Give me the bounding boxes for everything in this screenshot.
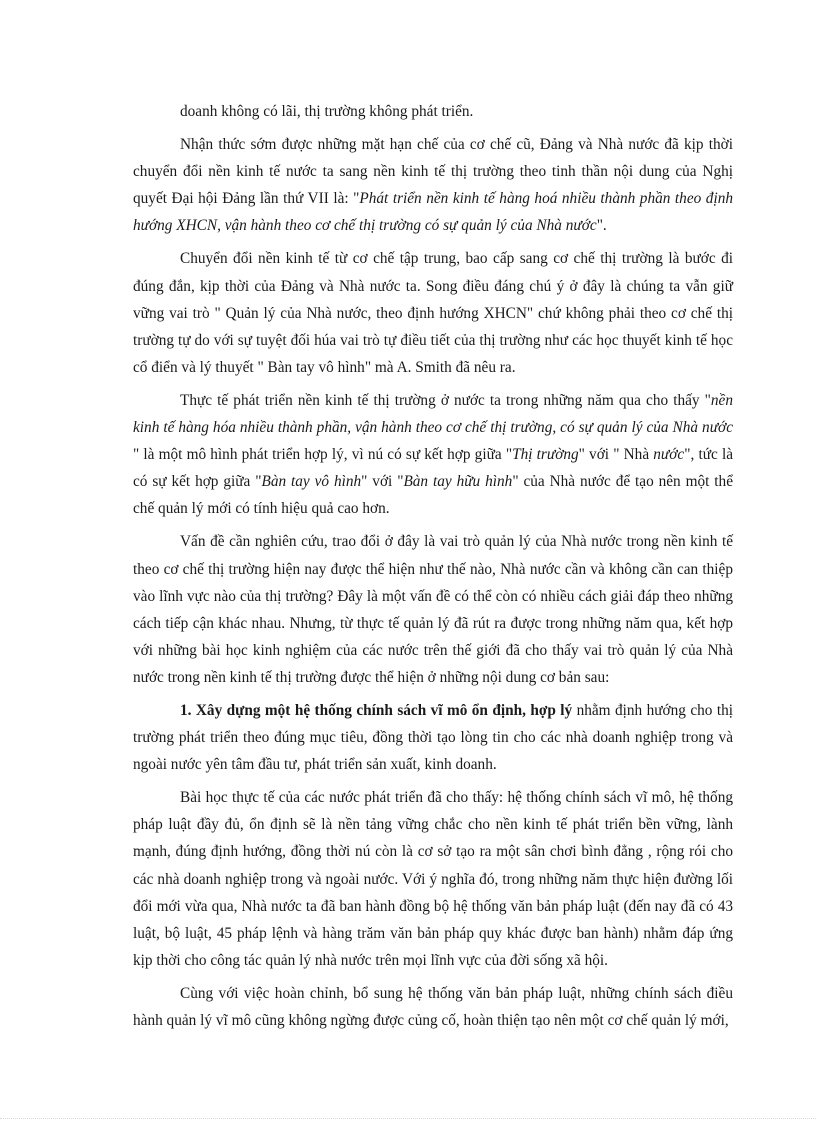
paragraph-text: " là một mô hình phát triển hợp lý, vì nú có sự kết hợp giữa ": [133, 446, 513, 464]
paragraph-text: doanh không có lãi, thị trường không phát triển.: [180, 103, 474, 120]
paragraph-text: Cùng với việc hoàn chỉnh, bổ sung hệ thống văn bản pháp luật, những chính sách điều hành quản lý vĩ mô cũng không ngừng được củng cố, hoàn thiện tạo nên một cơ chế quản lý mới,: [133, 984, 733, 1029]
paragraph-text: Vấn đề cần nghiên cứu, trao đổi ở đây là vai trò quản lý của Nhà nước trong nền kinh tế theo cơ chế thị trường hiện nay được thể hiện như thế nào, Nhà nước cần và không cần can thiệp vào lĩnh vực nào của thị trường? Đây là một vấn đề có thể còn có nhiều cách giải đáp theo những cách tiếp cận khác nhau. Nhưng, từ thực tế quản lý đã rút ra được trong những năm qua, kết hợp với những bài học kinh nghiệm của các nước trên thế giới đã cho thấy vai trò quản lý của Nhà nước trong nền kinh tế thị trường được thể hiện ở những nội dung cơ bản sau:: [133, 533, 733, 686]
paragraph-text: nhằm định hướng cho thị trường phát triển theo đúng mục tiêu, đồng thời tạo lòng tin cho các nhà doanh nghiệp trong và ngoài nước yên tâm đầu tư, phát triển sản xuất, kinh doanh.: [133, 701, 733, 774]
italic-quote: Phát triển nền kinh tế hàng hoá nhiều thành phần theo định hướng XHCN, vận hành theo cơ chế thị trường có sự quản lý của Nhà nước: [133, 190, 733, 235]
italic-phrase: nước: [653, 446, 685, 464]
paragraph-text: Chuyển đổi nền kinh tế từ cơ chế tập trung, bao cấp sang cơ chế thị trường là bước đi đúng đắn, kịp thời của Đảng và Nhà nước ta. Song điều đáng chú ý ở đây là chúng ta vẫn giữ vững vai trò " Quản lý của Nhà nước, theo định hướng XHCN" chứ không phải theo cơ chế thị trường tự do với sự tuyệt đối húa vai trò tự điều tiết của thị trường như các học thuyết kinh tế học cổ điển và lý thuyết " Bàn tay vô hình" mà A. Smith đã nêu ra.: [133, 250, 733, 376]
paragraph-issue: [133, 528, 733, 691]
paragraph-text: " của Nhà nước để tạo nên một thể chế quản lý mới có tính hiệu quả cao hơn.: [133, 473, 733, 518]
paragraph-text: ".: [596, 217, 607, 235]
paragraph-point-1: [133, 697, 733, 778]
paragraph-text: Nhận thức sớm được những mặt hạn chế của cơ chế cũ, Đảng và Nhà nước đã kịp thời chuyển đổi nền kinh tế nước ta sang nền kinh tế thị trường theo tinh thần nội dung của Nghị quyết Đại hội Đảng lần thứ VII là: ": [133, 136, 733, 208]
paragraph-continuation: [133, 98, 733, 125]
paragraph-text: ", tức là có sự kết hợp giữa ": [133, 446, 733, 491]
paragraph-text: " với ": [361, 473, 404, 491]
paragraph-resolution: [133, 131, 733, 239]
paragraph-text: " với " Nhà: [578, 446, 654, 464]
paragraph-practice: [133, 387, 733, 522]
document-page: [133, 98, 733, 1034]
italic-phrase: Bàn tay vô hình: [261, 473, 362, 491]
section-heading: 1. Xây dựng một hệ thống chính sách vĩ mô ổn định, hợp lý: [180, 701, 573, 719]
paragraph-lessons: [133, 784, 733, 974]
paragraph-transition: [133, 245, 733, 380]
italic-phrase: nền kinh tế hàng hóa nhiều thành phần, vận hành theo cơ chế thị trường, có sự quản lý của Nhà nước: [133, 391, 733, 437]
page-bottom-divider: [0, 1118, 816, 1119]
italic-phrase: Thị trường: [512, 446, 579, 464]
paragraph-text: Bài học thực tế của các nước phát triển đã cho thấy: hệ thống chính sách vĩ mô, hệ thống pháp luật đầy đủ, ổn định sẽ là nền tảng vững chắc cho nền kinh tế phát triển bền vững, lành mạnh, đúng định hướng, đồng thời nú còn là cơ sở tạo ra một sân chơi bình đẳng , rộng rói cho các nhà doanh nghiệp trong và ngoài nước. Với ý nghĩa đó, trong những năm thực hiện đường lối đổi mới vừa qua, Nhà nước ta đã ban hành đồng bộ hệ thống văn bản pháp luật (đến nay đã có 43 luật, bộ luật, 45 pháp lệnh và hàng trăm văn bản pháp quy khác được ban hành) nhằm đáp ứng kịp thời cho công tác quản lý nhà nước trên mọi lĩnh vực của đời sống xã hội.: [133, 789, 733, 969]
italic-phrase: Bàn tay hữu hình: [403, 473, 513, 491]
paragraph-text: Thực tế phát triển nền kinh tế thị trường ở nước ta trong những năm qua cho thấy ": [180, 391, 711, 409]
paragraph-policies: [133, 980, 733, 1034]
